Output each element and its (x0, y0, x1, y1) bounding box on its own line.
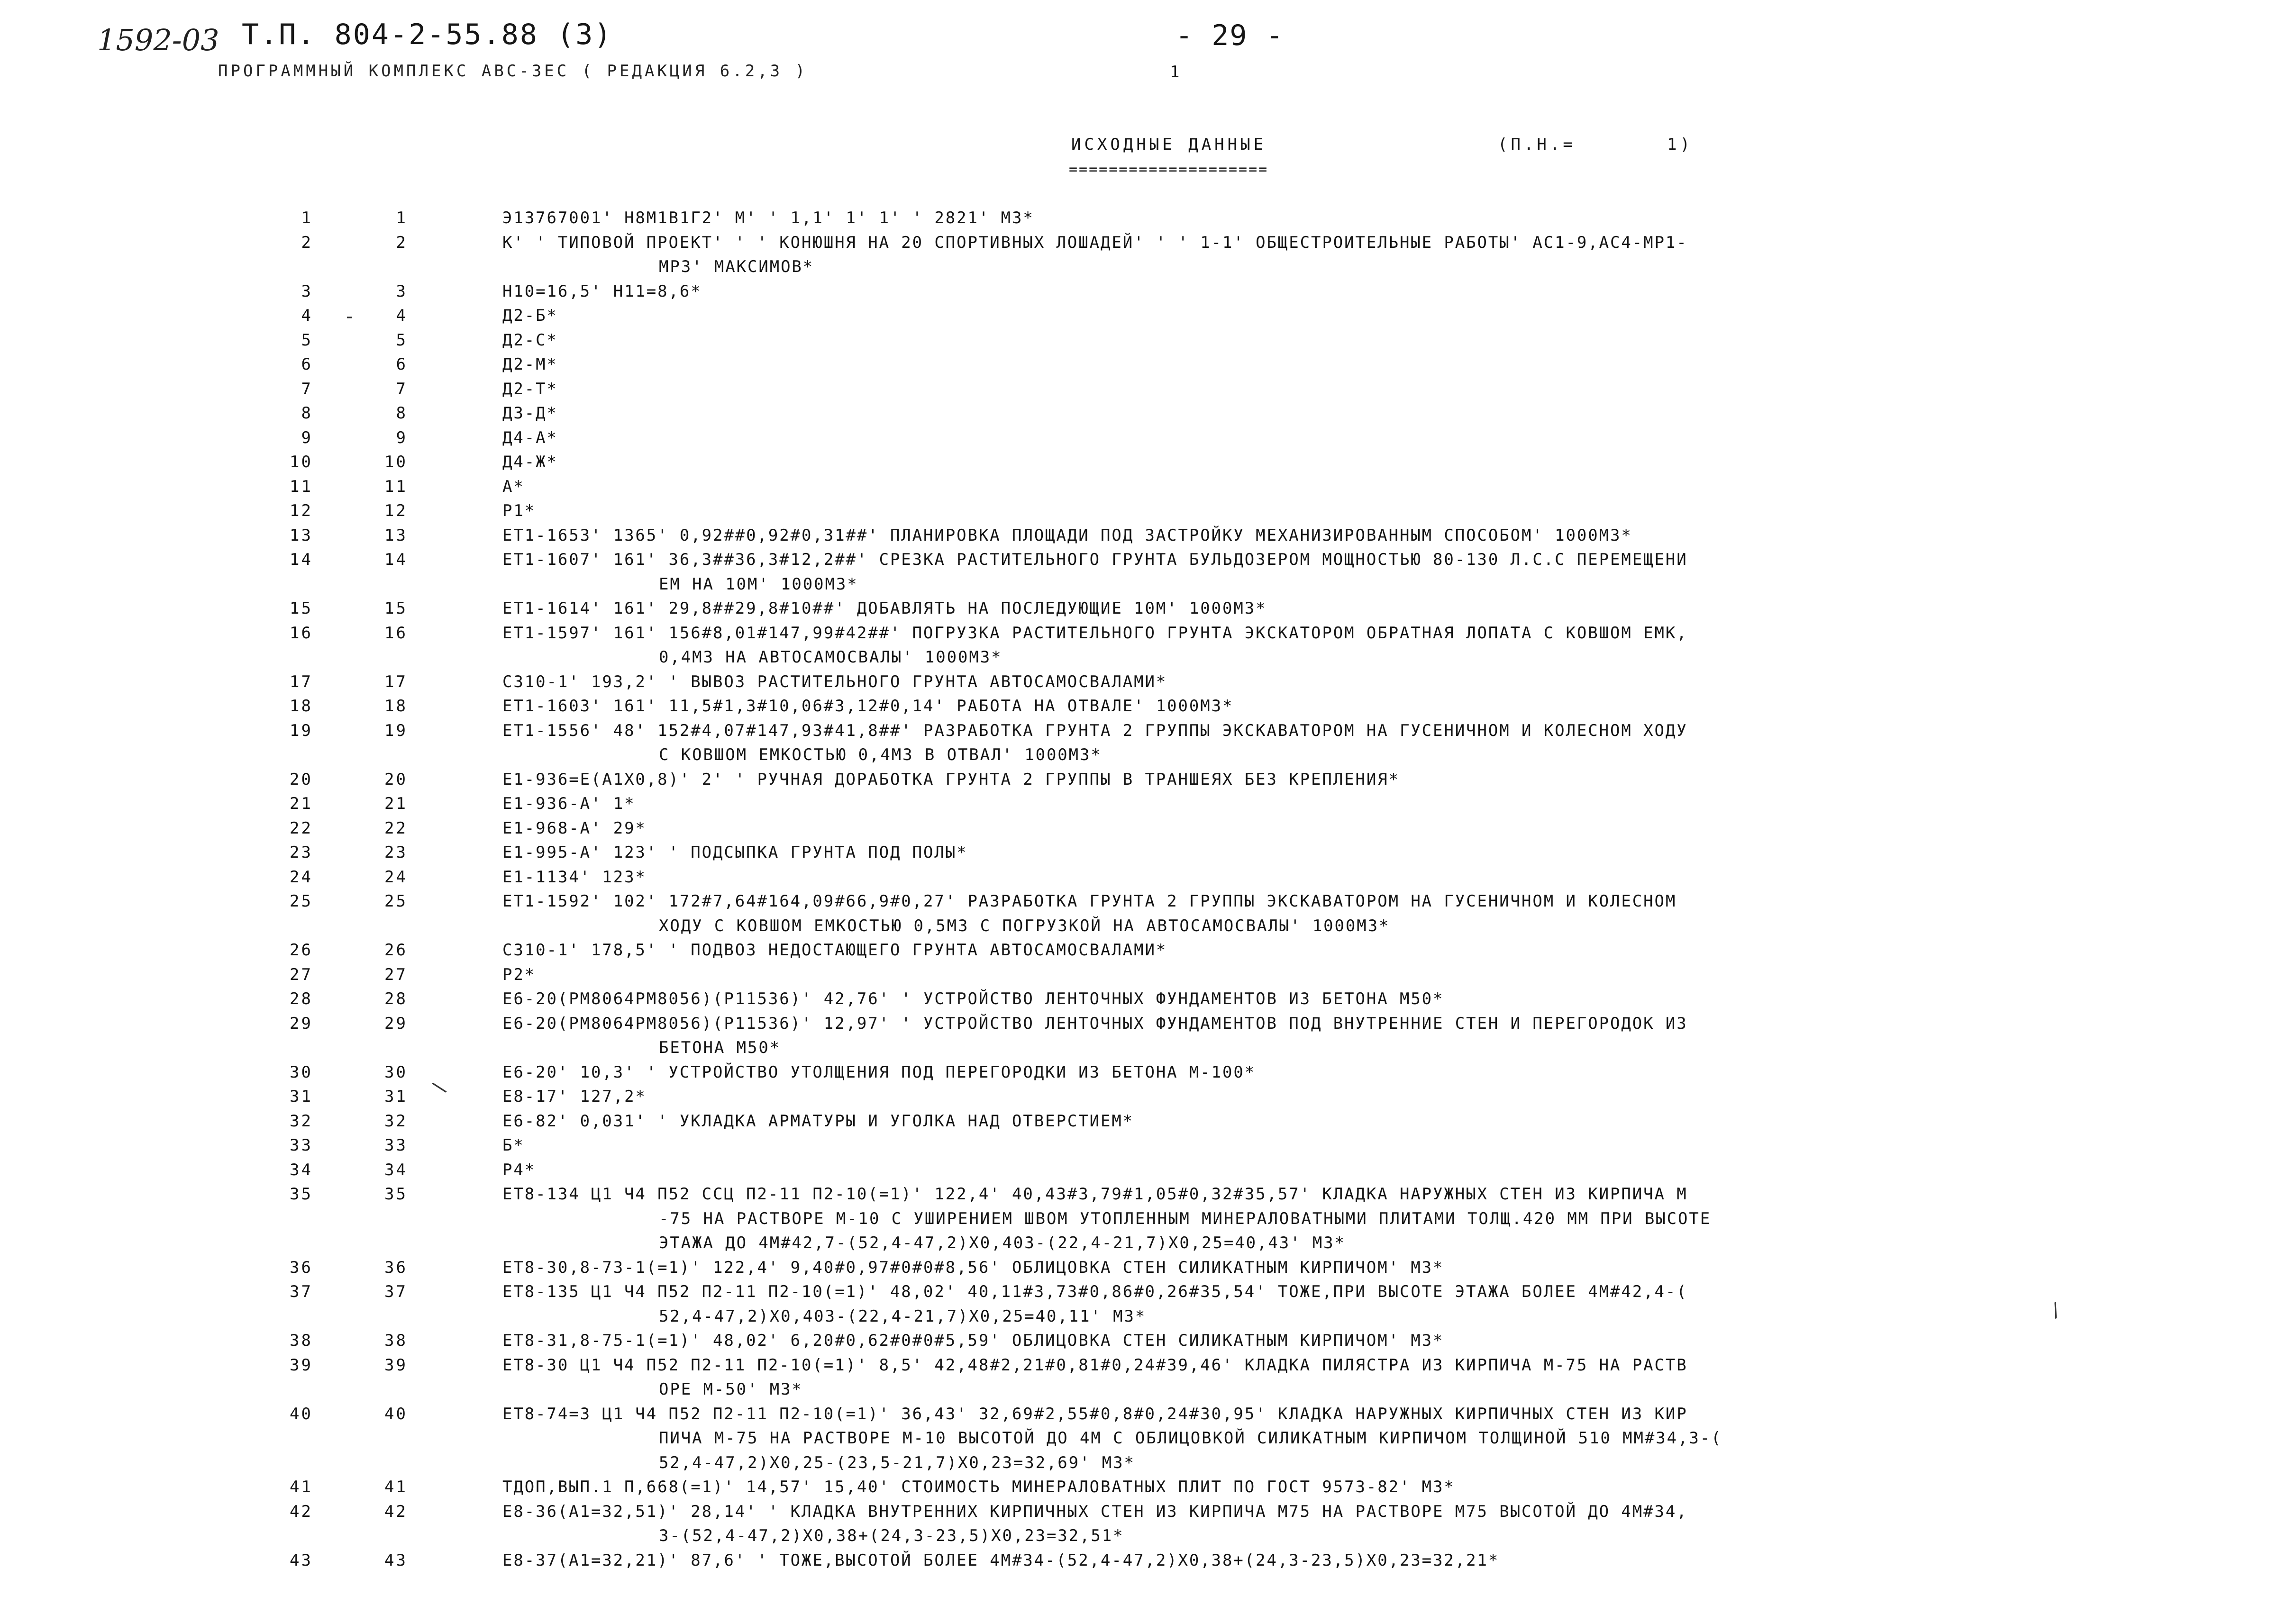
record-text: Е6-20(РМ8064РМ8056)(Р11536)' 42,76' ' УСТРОЙСТВО ЛЕНТОЧНЫХ ФУНДАМЕНТОВ ИЗ БЕТОНА М50* (502, 989, 1444, 1008)
card-number: 4 (396, 306, 408, 325)
record-text: ЕТ8-30,8-73-1(=1)' 122,4' 9,40#0,97#0#0#8,56' ОБЛИЦОВКА СТЕН СИЛИКАТНЫМ КИРПИЧОМ' М3* (502, 1258, 1444, 1277)
section-title: ИСХОДНЫЕ ДАННЫЕ (1071, 135, 1267, 154)
row-number: 43 (290, 1550, 313, 1570)
row-number: 17 (290, 672, 313, 691)
row-number: 31 (290, 1087, 313, 1106)
record-text: С310-1' 193,2' ' ВЫВОЗ РАСТИТЕЛЬНОГО ГРУНТА АВТОСАМОСВАЛАМИ* (502, 672, 1167, 691)
row-number: 34 (290, 1160, 313, 1179)
record-continuation: ХОДУ С КОВШОМ ЕМКОСТЬЮ 0,5М3 С ПОГРУЗКОЙ НА АВТОСАМОСВАЛЫ' 1000М3* (659, 916, 1390, 935)
record-text: Д2-М* (502, 355, 558, 374)
record-text: ЕТ8-134 Ц1 Ч4 П52 ССЦ П2-11 П2-10(=1)' 122,4' 40,43#3,79#1,05#0,32#35,57' КЛАДКА НАРУЖНЫХ СТЕН ИЗ КИРПИЧА М (502, 1185, 1688, 1204)
record-text: ЕТ1-1653' 1365' 0,92##0,92#0,31##' ПЛАНИРОВКА ПЛОЩАДИ ПОД ЗАСТРОЙКУ МЕХАНИЗИРОВАННЫМ СПОСОБОМ' 1000М3* (502, 526, 1632, 545)
record-continuation: 3-(52,4-47,2)Х0,38+(24,3-23,5)Х0,23=32,51* (659, 1526, 1124, 1545)
card-number: 8 (396, 404, 408, 423)
record-continuation: ЭТАЖА ДО 4М#42,7-(52,4-47,2)Х0,403-(22,4-21,7)Х0,25=40,43' М3* (659, 1233, 1346, 1252)
card-number: 6 (396, 355, 408, 374)
row-number: 19 (290, 721, 313, 740)
row-number: 9 (301, 428, 313, 447)
row-number: 10 (290, 453, 313, 471)
card-number: 5 (396, 330, 408, 350)
handwritten-number: 1592-03 (97, 23, 219, 57)
row-number: 21 (290, 794, 313, 813)
row-number: 30 (290, 1062, 313, 1082)
card-number: 18 (384, 697, 408, 716)
row-number: 3 (301, 281, 313, 301)
card-number: 12 (384, 501, 408, 520)
card-number: 29 (384, 1014, 408, 1033)
row-number: 18 (290, 697, 313, 716)
pencil-tick-mark: \ (429, 1077, 449, 1098)
row-number: 6 (301, 355, 313, 374)
row-number: 2 (301, 233, 313, 252)
record-text: Д4-А* (502, 428, 558, 447)
record-text: ЕТ8-31,8-75-1(=1)' 48,02' 6,20#0,62#0#0#5,59' ОБЛИЦОВКА СТЕН СИЛИКАТНЫМ КИРПИЧОМ' М3* (502, 1331, 1444, 1350)
card-number: 40 (384, 1404, 408, 1424)
record-continuation: БЕТОНА М50* (659, 1038, 781, 1057)
card-number: 33 (384, 1136, 408, 1155)
record-text: ЕТ8-135 Ц1 Ч4 П52 П2-11 П2-10(=1)' 48,02' 40,11#3,73#0,86#0,26#35,54' ТОЖЕ,ПРИ ВЫСОТЕ ЭТАЖА БОЛЕЕ 4М#42,4-( (502, 1282, 1688, 1301)
card-number: 19 (384, 721, 408, 740)
record-text: Д2-С* (502, 330, 558, 350)
row-number: 32 (290, 1111, 313, 1131)
record-text: Р2* (502, 965, 536, 984)
card-number: 1 (396, 209, 408, 227)
record-text: ЕТ1-1556' 48' 152#4,07#147,93#41,8##' РАЗРАБОТКА ГРУНТА 2 ГРУППЫ ЭКСКАВАТОРОМ НА ГУСЕНИЧНОМ И КОЛЕСНОМ ХОДУ (502, 721, 1688, 740)
record-text: Р1* (502, 501, 536, 520)
row-number: 7 (301, 379, 313, 399)
card-number: 28 (384, 989, 408, 1008)
record-text: Е1-995-А' 123' ' ПОДСЫПКА ГРУНТА ПОД ПОЛЫ* (502, 843, 968, 862)
row-number: 28 (290, 989, 313, 1008)
record-text: Е6-82' 0,031' ' УКЛАДКА АРМАТУРЫ И УГОЛКА НАД ОТВЕРСТИЕМ* (502, 1111, 1134, 1131)
section-underline: ==================== (1069, 161, 1269, 178)
row-number: 25 (290, 892, 313, 911)
record-continuation: -75 НА РАСТВОРЕ М-10 С УШИРЕНИЕМ ШВОМ УТОПЛЕННЫМ МИНЕРАЛОВАТНЫМИ ПЛИТАМИ ТОЛЩ.420 ММ ПРИ ВЫСОТЕ (659, 1209, 1712, 1228)
row-number: 8 (301, 404, 313, 423)
record-continuation: 52,4-47,2)Х0,25-(23,5-21,7)Х0,23=32,69' М3* (659, 1453, 1135, 1472)
record-text: А* (502, 477, 525, 496)
card-number: 21 (384, 794, 408, 813)
row-number: 29 (290, 1014, 313, 1033)
row-number: 37 (290, 1282, 313, 1301)
record-text: Д4-Ж* (502, 453, 558, 471)
row-number: 20 (290, 770, 313, 789)
row-number: 1 (301, 209, 313, 227)
record-continuation: ЕМ НА 10М' 1000М3* (659, 574, 858, 594)
card-number: 36 (384, 1258, 408, 1277)
record-text: Р4* (502, 1160, 536, 1179)
card-number: 2 (396, 233, 408, 252)
row-number: 39 (290, 1355, 313, 1375)
row-number: 5 (301, 330, 313, 350)
page-marker: 1 (1170, 63, 1180, 82)
card-number: 14 (384, 550, 408, 569)
row-number: 38 (290, 1331, 313, 1350)
record-text: Э13767001' Н8М1В1Г2' М' ' 1,1' 1' 1' ' 2821' М3* (502, 209, 1034, 227)
row-number: 33 (290, 1136, 313, 1155)
card-number: 32 (384, 1111, 408, 1131)
record-text: Д2-Т* (502, 379, 558, 399)
record-text: Е1-968-А' 29* (502, 818, 647, 838)
card-number: 27 (384, 965, 408, 984)
record-text: Д2-Б* (502, 306, 558, 325)
record-text: Е6-20' 10,3' ' УСТРОЙСТВО УТОЛЩЕНИЯ ПОД ПЕРЕГОРОДКИ ИЗ БЕТОНА М-100* (502, 1062, 1256, 1082)
record-text: Н10=16,5' Н11=8,6* (502, 281, 702, 301)
record-text: Е8-37(А1=32,21)' 87,6' ' ТОЖЕ,ВЫСОТОЙ БОЛЕЕ 4М#34-(52,4-47,2)Х0,38+(24,3-23,5)Х0,23=32,21* (502, 1550, 1500, 1570)
card-number: 38 (384, 1331, 408, 1350)
row-number: 11 (290, 477, 313, 496)
program-line: ПРОГРАММНЫЙ КОМПЛЕКС АВС-3ЕС ( РЕДАКЦИЯ 6.2,3 ) (218, 62, 808, 81)
document-code: Т.П. 804-2-55.88 (3) (242, 18, 613, 51)
record-text: Е8-17' 127,2* (502, 1087, 647, 1106)
page-number: - 29 - (1175, 19, 1284, 52)
card-number: 22 (384, 818, 408, 838)
record-text: ЕТ1-1603' 161' 11,5#1,3#10,06#3,12#0,14' РАБОТА НА ОТВАЛЕ' 1000М3* (502, 697, 1234, 716)
record-text: К' ' ТИПОВОЙ ПРОЕКТ' ' ' КОНЮШНЯ НА 20 СПОРТИВНЫХ ЛОШАДЕЙ' ' ' 1-1' ОБЩЕСТРОИТЕЛЬНЫЕ РАБОТЫ' АС1-9,АС4-МР1- (502, 233, 1688, 252)
row-number: 42 (290, 1502, 313, 1521)
record-continuation: 0,4М3 НА АВТОСАМОСВАЛЫ' 1000М3* (659, 648, 1002, 667)
record-text: ЕТ1-1597' 161' 156#8,01#147,99#42##' ПОГРУЗКА РАСТИТЕЛЬНОГО ГРУНТА ЭКСКАТОРОМ ОБРАТНАЯ ЛОПАТА С КОВШОМ ЕМК, (502, 623, 1688, 643)
record-text: Е8-36(А1=32,51)' 28,14' ' КЛАДКА ВНУТРЕННИХ КИРПИЧНЫХ СТЕН ИЗ КИРПИЧА М75 НА РАСТВОРЕ М75 ВЫСОТОЙ ДО 4М#34, (502, 1502, 1688, 1521)
pencil-dash-mark: - (346, 306, 353, 327)
record-continuation: С КОВШОМ ЕМКОСТЬЮ 0,4М3 В ОТВАЛ' 1000М3* (659, 745, 1102, 764)
row-number: 16 (290, 623, 313, 643)
record-continuation: 52,4-47,2)Х0,403-(22,4-21,7)Х0,25=40,11' М3* (659, 1306, 1147, 1326)
record-continuation: МР3' МАКСИМОВ* (659, 257, 814, 276)
card-number: 13 (384, 526, 408, 545)
record-text: ЕТ1-1614' 161' 29,8##29,8#10##' ДОБАВЛЯТЬ НА ПОСЛЕДУЮЩИЕ 10М' 1000М3* (502, 599, 1267, 618)
record-text: ЕТ1-1607' 161' 36,3##36,3#12,2##' СРЕЗКА РАСТИТЕЛЬНОГО ГРУНТА БУЛЬДОЗЕРОМ МОЩНОСТЬЮ 80-130 Л.С.С ПЕРЕМЕЩЕНИ (502, 550, 1688, 569)
record-text: ЕТ8-30 Ц1 Ч4 П52 П2-11 П2-10(=1)' 8,5' 42,48#2,21#0,81#0,24#39,46' КЛАДКА ПИЛЯСТРА ИЗ КИРПИЧА М-75 НА РАСТВ (502, 1355, 1688, 1375)
row-number: 41 (290, 1478, 313, 1496)
record-continuation: ОРЕ М-50' М3* (659, 1380, 803, 1399)
row-number: 15 (290, 599, 313, 618)
record-text: ЕТ8-74=3 Ц1 Ч4 П52 П2-11 П2-10(=1)' 36,43' 32,69#2,55#0,8#0,24#30,95' КЛАДКА НАРУЖНЫХ КИРПИЧНЫХ СТЕН ИЗ КИР (502, 1404, 1688, 1424)
record-text: С310-1' 178,5' ' ПОДВОЗ НЕДОСТАЮЩЕГО ГРУНТА АВТОСАМОСВАЛАМИ* (502, 941, 1167, 960)
card-number: 9 (396, 428, 408, 447)
card-number: 42 (384, 1502, 408, 1521)
card-number: 24 (384, 867, 408, 887)
record-text: Е1-936-А' 1* (502, 794, 636, 813)
card-number: 3 (396, 281, 408, 301)
record-text: Е1-1134' 123* (502, 867, 647, 887)
section-param: (П.Н.= 1) (1498, 135, 1694, 154)
row-number: 40 (290, 1404, 313, 1424)
record-text: Д3-Д* (502, 404, 558, 423)
card-number: 30 (384, 1062, 408, 1082)
card-number: 10 (384, 453, 408, 471)
card-number: 15 (384, 599, 408, 618)
card-number: 23 (384, 843, 408, 862)
row-number: 14 (290, 550, 313, 569)
card-number: 35 (384, 1185, 408, 1204)
record-text: Б* (502, 1136, 525, 1155)
record-continuation: ПИЧА М-75 НА РАСТВОРЕ М-10 ВЫСОТОЙ ДО 4М С ОБЛИЦОВКОЙ СИЛИКАТНЫМ КИРПИЧОМ ТОЛЩИНОЙ 510 ММ#34,3-( (659, 1429, 1722, 1448)
card-number: 31 (384, 1087, 408, 1106)
row-number: 36 (290, 1258, 313, 1277)
card-number: 39 (384, 1355, 408, 1375)
record-text: ТДОП,ВЫП.1 П,668(=1)' 14,57' 15,40' СТОИМОСТЬ МИНЕРАЛОВАТНЫХ ПЛИТ ПО ГОСТ 9573-82' М3* (502, 1478, 1455, 1496)
row-number: 12 (290, 501, 313, 520)
card-number: 41 (384, 1478, 408, 1496)
row-number: 27 (290, 965, 313, 984)
card-number: 11 (384, 477, 408, 496)
card-number: 17 (384, 672, 408, 691)
row-number: 35 (290, 1185, 313, 1204)
row-number: 4 (301, 306, 313, 325)
card-number: 16 (384, 623, 408, 643)
row-number: 22 (290, 818, 313, 838)
row-number: 24 (290, 867, 313, 887)
pencil-slash-mark: / (2049, 1299, 2062, 1322)
record-text: ЕТ1-1592' 102' 172#7,64#164,09#66,9#0,27' РАЗРАБОТКА ГРУНТА 2 ГРУППЫ ЭКСКАВАТОРОМ НА ГУСЕНИЧНОМ И КОЛЕСНОМ (502, 892, 1677, 911)
card-number: 20 (384, 770, 408, 789)
row-number: 23 (290, 843, 313, 862)
record-text: Е6-20(РМ8064РМ8056)(Р11536)' 12,97' ' УСТРОЙСТВО ЛЕНТОЧНЫХ ФУНДАМЕНТОВ ПОД ВНУТРЕННИЕ СТЕН И ПЕРЕГОРОДОК ИЗ (502, 1014, 1688, 1033)
row-number: 13 (290, 526, 313, 545)
card-number: 26 (384, 941, 408, 960)
row-number: 26 (290, 941, 313, 960)
card-number: 34 (384, 1160, 408, 1179)
card-number: 7 (396, 379, 408, 399)
card-number: 43 (384, 1550, 408, 1570)
record-text: Е1-936=Е(А1Х0,8)' 2' ' РУЧНАЯ ДОРАБОТКА ГРУНТА 2 ГРУППЫ В ТРАНШЕЯХ БЕЗ КРЕПЛЕНИЯ* (502, 770, 1400, 789)
card-number: 37 (384, 1282, 408, 1301)
card-number: 25 (384, 892, 408, 911)
